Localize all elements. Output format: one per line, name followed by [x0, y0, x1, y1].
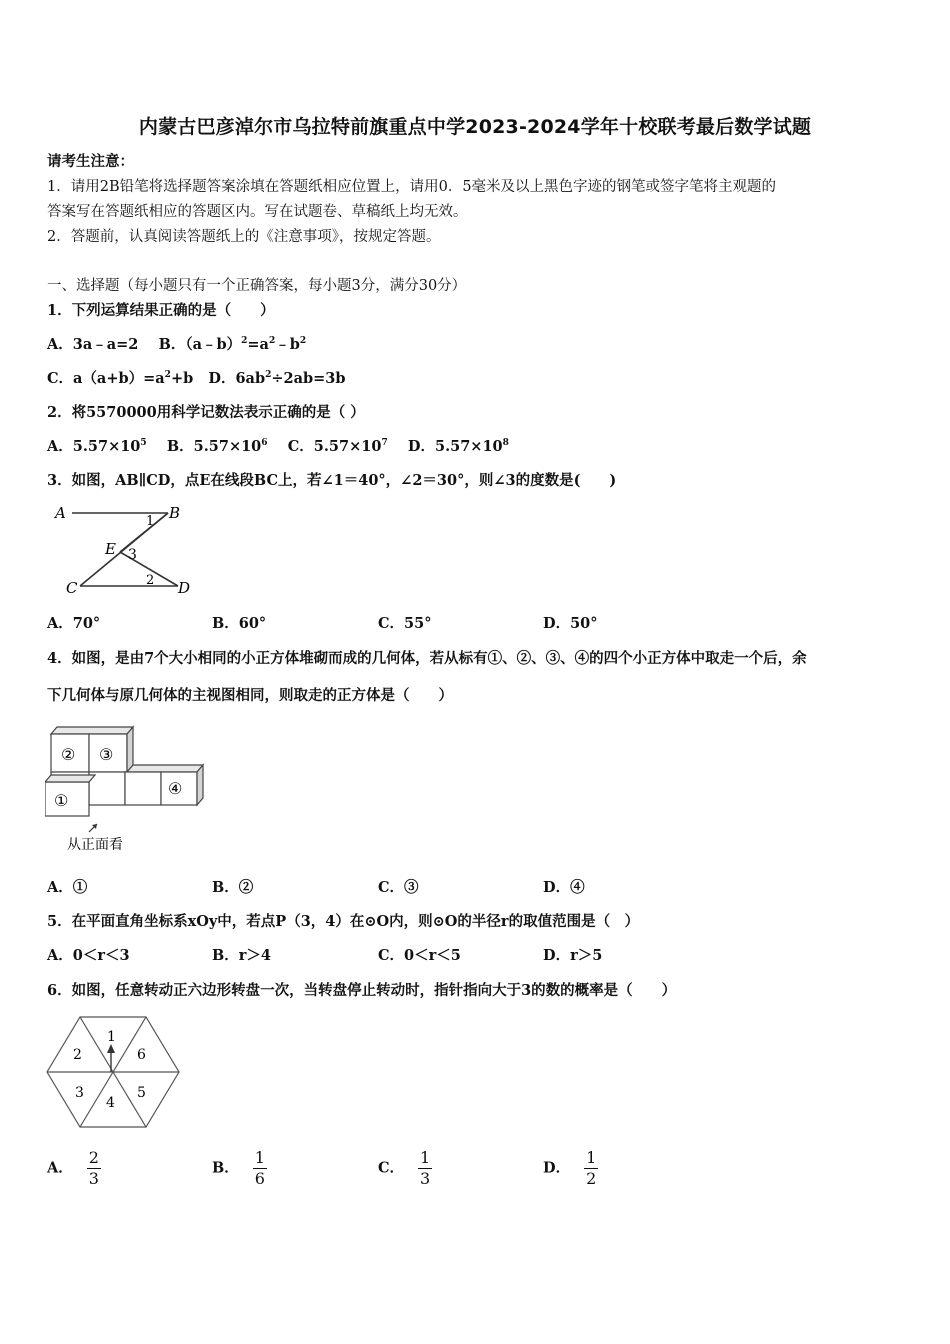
q1-option-cd	[47, 370, 346, 388]
q6-sector-5: 5	[137, 1085, 146, 1101]
q1-option-ab	[47, 336, 306, 354]
q1-option-d	[208, 370, 345, 387]
q6-sector-1: 1	[107, 1029, 116, 1045]
section-heading: 一、选择题（每小题只有一个正确答案，每小题3分，满分30分）	[47, 278, 467, 294]
q6-pointer-head	[107, 1044, 115, 1053]
q2-options	[47, 438, 509, 456]
q4-option-b: B．②	[212, 879, 254, 896]
notice-heading: 请考生注意：	[47, 153, 134, 170]
q3-label-e: E	[105, 540, 116, 558]
q4-label-2: ②	[61, 745, 76, 764]
q2-option-a	[47, 438, 147, 455]
q1-c-sup: 2	[164, 370, 171, 380]
q3-option-a: A．70°	[47, 615, 101, 632]
q2-stem: 2．将5570000用科学记数法表示正确的是（ ）	[47, 404, 365, 421]
q5-option-c: C．0＜r＜5	[378, 947, 461, 964]
q2-option-b	[167, 438, 268, 455]
q6-a-num: 2	[88, 1148, 99, 1167]
q4-option-c: C．③	[378, 879, 419, 896]
q3-label-2: 2	[146, 573, 155, 588]
q4-caption: 从正面看	[67, 837, 123, 853]
q6-d-num: 1	[586, 1148, 597, 1167]
notice-line-3: 2．答题前，认真阅读答题纸上的《注意事项》，按规定答题。	[47, 229, 441, 245]
q4-option-a: A．①	[47, 879, 88, 896]
q6-c-num: 1	[420, 1148, 431, 1167]
q6-c-fraction	[418, 1148, 432, 1189]
q4-option-d: D．④	[543, 879, 585, 896]
q5-option-a: A．0＜r＜3	[47, 947, 130, 964]
q3-label-b: B	[169, 504, 181, 522]
q1-b-sup2: 2	[268, 336, 276, 346]
q6-sector-6: 6	[137, 1047, 146, 1063]
q6-b-num: 1	[254, 1148, 265, 1167]
q1-c-post: +b	[170, 370, 194, 387]
q6-a-den: 3	[88, 1169, 99, 1188]
q4-figure	[45, 722, 210, 857]
q6-sector-3: 3	[75, 1085, 84, 1101]
q2-d-sup: 8	[502, 438, 509, 448]
q1-option-b	[159, 336, 307, 353]
q6-c-label: C．	[378, 1159, 405, 1177]
q6-option-c	[378, 1148, 432, 1189]
q3-label-1: 1	[146, 514, 155, 529]
q1-c-pre: C．a（a+b）=a	[47, 370, 165, 387]
q4-label-3: ③	[99, 745, 114, 764]
q6-sector-2: 2	[73, 1047, 82, 1063]
q4-label-4: ④	[168, 779, 183, 798]
q2-a-sup: 5	[140, 438, 147, 448]
q1-b-pre: B．（a﹣b）	[158, 336, 242, 353]
q1-b-sup3: 2	[299, 336, 307, 346]
q3-option-b: B．60°	[212, 615, 267, 632]
q1-option-a: A．3a﹣a=2	[47, 336, 139, 353]
notice-line-1: 1．请用2B铅笔将选择题答案涂填在答题纸相应位置上，请用0．5毫米及以上黑色字迹的钢笔或签字笔将主观题的	[47, 179, 777, 195]
q2-d-text: D．5.57×10	[407, 438, 503, 455]
q3-option-c: C．55°	[378, 615, 432, 632]
q4-stem-1: 4．如图，是由7个大小相同的小正方体堆砌而成的几何体，若从标有①、②、③、④的四个小正方体中取走一个后，余	[47, 650, 807, 667]
q5-option-b: B．r＞4	[212, 947, 271, 964]
q6-b-den: 6	[254, 1169, 265, 1188]
q2-b-sup: 6	[261, 438, 268, 448]
q1-d-post: ÷2ab=3b	[271, 370, 346, 387]
q1-b-sup1: 2	[241, 336, 248, 346]
q6-c-den: 3	[420, 1169, 431, 1188]
q4-cube-stack	[45, 727, 203, 816]
q1-stem: 1．下列运算结果正确的是（ ）	[47, 302, 275, 319]
q6-d-label: D．	[543, 1159, 571, 1177]
q1-b-mid2: ﹣b	[275, 336, 300, 353]
q6-a-label: A．	[47, 1159, 73, 1177]
q6-option-d	[543, 1148, 598, 1189]
q4-label-1: ①	[54, 791, 69, 810]
q1-d-pre: D．6ab	[208, 370, 266, 387]
q6-option-a	[47, 1148, 101, 1189]
q3-option-d: D．50°	[543, 615, 598, 632]
q3-label-c: C	[66, 579, 78, 597]
q1-option-c	[47, 370, 193, 387]
q3-label-d: D	[178, 579, 191, 597]
q3-figure	[50, 500, 200, 600]
q6-hexagon-spinner	[45, 1015, 182, 1130]
q6-b-fraction	[253, 1148, 267, 1189]
q3-stem: 3．如图，AB∥CD，点E在线段BC上，若∠1＝40°，∠2＝30°，则∠3的度数是( )	[47, 472, 617, 489]
q6-stem: 6．如图，任意转动正六边形转盘一次，当转盘停止转动时，指针指向大于3的数的概率是（ ）	[47, 982, 677, 999]
q2-b-text: B．5.57×10	[166, 438, 262, 455]
q6-option-b	[212, 1148, 267, 1189]
q5-option-d: D．r＞5	[543, 947, 603, 964]
q2-c-sup: 7	[381, 438, 388, 448]
q6-sector-4: 4	[106, 1095, 115, 1111]
q2-c-text: C．5.57×10	[287, 438, 382, 455]
q6-b-label: B．	[212, 1159, 239, 1177]
q1-d-sup: 2	[265, 370, 272, 380]
q2-a-text: A．5.57×10	[47, 438, 141, 455]
q1-b-mid: =a	[247, 336, 269, 353]
q5-stem: 5．在平面直角坐标系xOy中，若点P（3，4）在⊙O内，则⊙O的半径r的取值范围是（ ）	[47, 913, 640, 930]
q2-option-d	[408, 438, 509, 455]
q2-option-c	[288, 438, 388, 455]
q3-label-3: 3	[128, 547, 137, 563]
q3-label-a: A	[55, 504, 66, 522]
q6-d-fraction	[584, 1148, 598, 1189]
q4-stem-2: 下几何体与原几何体的主视图相同，则取走的正方体是（ ）	[47, 687, 453, 704]
q6-d-den: 2	[586, 1169, 597, 1188]
q6-a-fraction	[87, 1148, 101, 1189]
notice-line-2: 答案写在答题纸相应的答题区内。写在试题卷、草稿纸上均无效。	[47, 204, 468, 220]
exam-title: 内蒙古巴彦淖尔市乌拉特前旗重点中学2023-2024学年十校联考最后数学试题	[138, 116, 812, 138]
